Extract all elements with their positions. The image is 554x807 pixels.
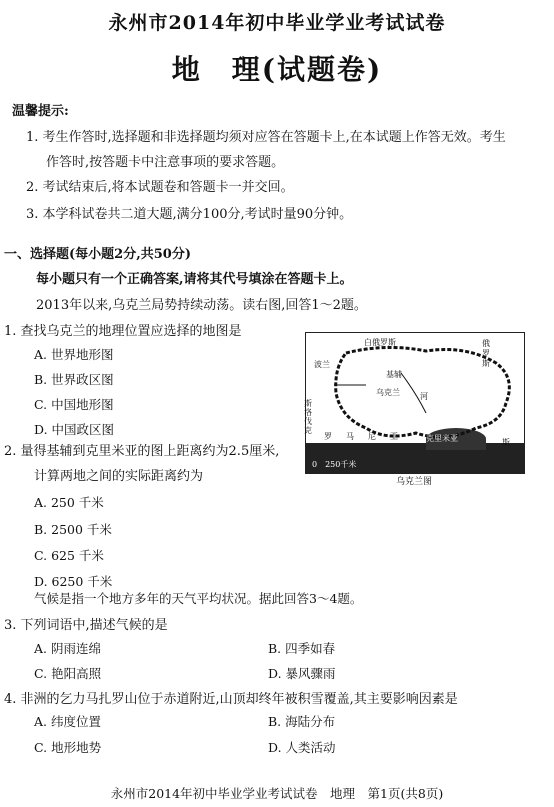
map-label-slovakia: 斯洛伐克 <box>304 399 312 435</box>
page-footer: 永州市2014年初中毕业学业考试试卷 地理 第1页(共8页) <box>110 786 444 801</box>
q4-option-c: C. 地形地势 <box>34 740 102 755</box>
map-label-russia: 俄罗斯 <box>482 339 490 368</box>
map-label-romania: 罗马尼亚 <box>324 432 412 441</box>
q1-option-b: B. 世界政区图 <box>34 372 114 387</box>
map-label-ukraine: 乌克兰 <box>376 388 400 397</box>
q3-option-d: D. 暴风骤雨 <box>268 666 336 681</box>
notice-line-2: 2. 考试结束后,将本试题卷和答题卡一并交回。 <box>26 180 294 195</box>
map-label-crimea: 克里米亚 <box>426 434 458 443</box>
map-label-kyiv: 基辅 <box>386 370 402 379</box>
ukraine-outline <box>306 333 524 473</box>
notice-line-1b: 作答时,按答题卡中注意事项的要求答题。 <box>46 155 285 170</box>
q4-option-b: B. 海陆分布 <box>268 714 336 729</box>
section-instruction: 每小题只有一个正确答案,请将其代号填涂在答题卡上。 <box>36 272 353 287</box>
section-heading: 一、选择题(每小题2分,共50分) <box>4 247 191 262</box>
q3-option-a: A. 阴雨连绵 <box>34 641 101 656</box>
q4-option-a: A. 纬度位置 <box>34 714 101 729</box>
map-caption: 乌克兰图 <box>396 477 433 487</box>
context-2: 气候是指一个地方多年的天气平均状况。据此回答3～4题。 <box>34 591 363 606</box>
q2-option-d: D. 6250 千米 <box>34 574 113 589</box>
q3-option-b: B. 四季如春 <box>268 641 336 656</box>
q2-option-c: C. 625 千米 <box>34 548 104 563</box>
ukraine-map <box>305 332 525 474</box>
q4-stem: 4. 非洲的乞力马扎罗山位于赤道附近,山顶却终年被积雪覆盖,其主要影响因素是 <box>4 692 458 707</box>
map-label-si: 斯 <box>502 438 510 447</box>
map-label-belarus: 白俄罗斯 <box>364 338 396 347</box>
map-label-poland: 波兰 <box>314 360 330 369</box>
q2-stem-1: 2. 量得基辅到克里米亚的图上距离约为2.5厘米, <box>4 444 280 459</box>
section-context: 2013年以来,乌克兰局势持续动荡。读右图,回答1～2题。 <box>36 298 367 313</box>
q1-option-c: C. 中国地形图 <box>34 397 114 412</box>
map-label-river: 河 <box>420 392 428 401</box>
subject-title: 地 理(试题卷) <box>171 53 383 86</box>
notice-line-1a: 1. 考生作答时,选择题和非选择题均须对应答在答题卡上,在本试题上作答无效。考生 <box>26 130 506 145</box>
notice-line-3: 3. 本学科试卷共二道大题,满分100分,考试时量90分钟。 <box>26 207 353 222</box>
exam-title: 永州市2014年初中毕业学业考试试卷 <box>108 12 446 34</box>
q2-stem-2: 计算两地之间的实际距离约为 <box>34 469 204 484</box>
q3-option-c: C. 艳阳高照 <box>34 666 102 681</box>
q1-option-d: D. 中国政区图 <box>34 422 115 437</box>
q1-stem: 1. 查找乌克兰的地理位置应选择的地图是 <box>4 324 242 339</box>
q2-option-b: B. 2500 千米 <box>34 522 112 537</box>
notice-heading: 温馨提示: <box>12 104 69 119</box>
q4-option-d: D. 人类活动 <box>268 740 336 755</box>
q3-stem: 3. 下列词语中,描述气候的是 <box>4 618 168 633</box>
map-scale-bar: 0 250千米 <box>312 460 357 469</box>
q1-option-a: A. 世界地形图 <box>34 347 114 362</box>
q2-option-a: A. 250 千米 <box>34 495 104 510</box>
